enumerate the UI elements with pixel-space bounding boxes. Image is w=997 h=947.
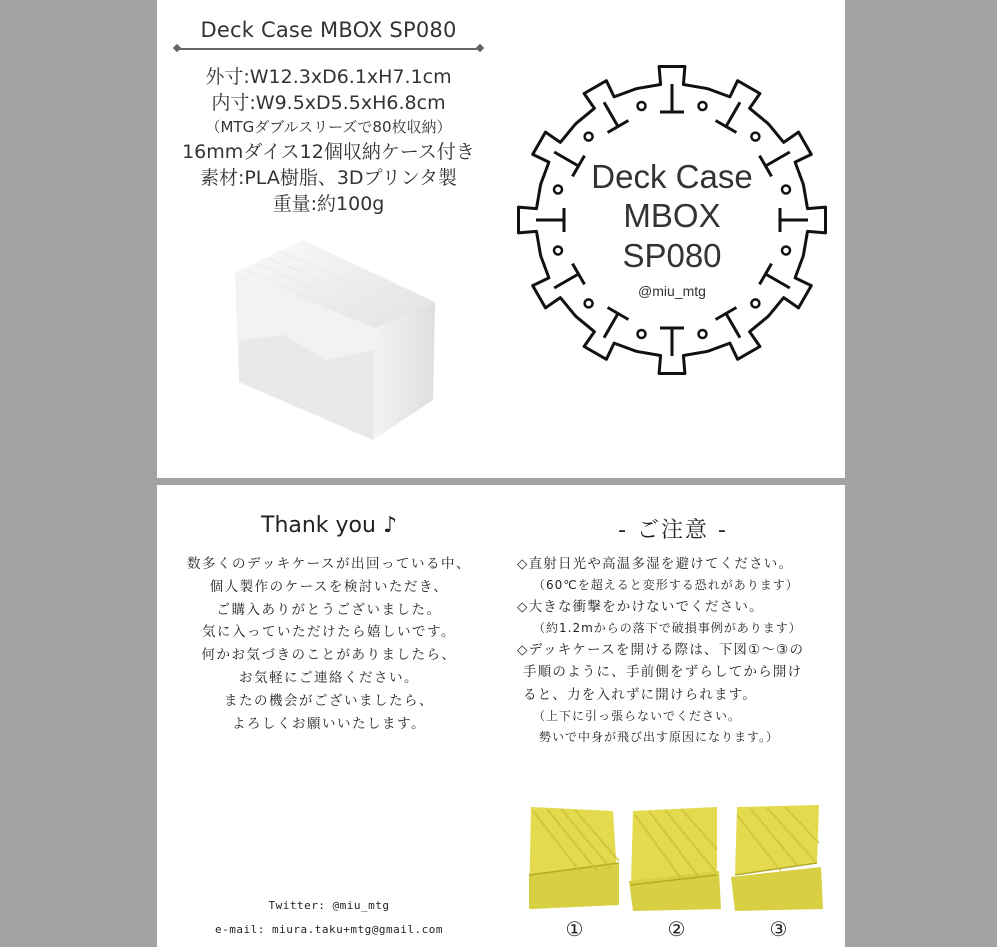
title-underline bbox=[177, 48, 480, 50]
thanks-line: 数多くのデッキケースが出回っている中、 bbox=[186, 556, 472, 572]
spec-weight: 重量:約100g bbox=[272, 193, 385, 215]
gear-hole bbox=[699, 102, 707, 110]
gear-hole bbox=[638, 330, 646, 338]
spec-inner-dimensions: 内寸:W9.5xD5.5xH6.8cm bbox=[211, 92, 446, 114]
step-1-photo bbox=[527, 805, 622, 913]
caution-sunlight: ◇直射日光や高温多湿を避けてください。 bbox=[517, 556, 794, 572]
deck-box-photo bbox=[235, 240, 440, 445]
thanks-line: よろしくお願いいたします。 bbox=[232, 715, 426, 732]
spec-material: 素材:PLA樹脂、3Dプリンタ製 bbox=[199, 167, 458, 189]
logo-line-mbox: MBOX bbox=[623, 197, 721, 234]
logo-line-model: SP080 bbox=[622, 237, 722, 274]
gear-spoke bbox=[604, 314, 618, 338]
step-1-label: ① bbox=[565, 917, 584, 941]
logo-line-deck-case: Deck Case bbox=[591, 158, 753, 195]
spec-capacity: （MTGダブルスリーズで80枚収納） bbox=[205, 118, 452, 136]
caution-impact-note: （約1.2mからの落下で破損事例があります） bbox=[533, 621, 802, 636]
caution-heading: - ご注意 - bbox=[618, 518, 728, 543]
twitter-contact: Twitter: @miu_mtg bbox=[268, 899, 390, 912]
gear-spoke-bar bbox=[608, 121, 629, 133]
gear-hole bbox=[638, 102, 646, 110]
thanks-line: 気に入っていただけたら嬉しいです。 bbox=[202, 624, 456, 641]
gear-spoke-bar bbox=[608, 308, 629, 320]
back-panel bbox=[157, 485, 845, 947]
gear-spoke-bar bbox=[716, 308, 737, 320]
caution-opening-line3: ると、力を入れずに開けられます。 bbox=[523, 686, 758, 703]
gear-spoke bbox=[726, 314, 740, 338]
product-title: Deck Case MBOX SP080 bbox=[200, 18, 457, 42]
gear-hole bbox=[585, 299, 593, 307]
caution-sunlight-note: （60℃を超えると変形する恐れがあります） bbox=[533, 578, 799, 593]
thanks-heading: Thank you ♪ bbox=[261, 513, 397, 538]
step-2-photo bbox=[629, 805, 724, 913]
caution-impact: ◇大きな衝撃をかけないでください。 bbox=[517, 599, 764, 615]
thanks-line: 個人製作のケースを検討いただき、 bbox=[209, 578, 449, 595]
gear-hole bbox=[699, 330, 707, 338]
email-contact: e-mail: miura.taku+mtg@gmail.com bbox=[215, 923, 443, 936]
caution-opening-line2: 手順のように、手前側をずらしてから開け bbox=[523, 664, 803, 681]
step-3-label: ③ bbox=[769, 917, 788, 941]
caution-opening-note: （上下に引っ張らないでください。 bbox=[533, 709, 742, 724]
caution-opening: ◇デッキケースを開ける際は、下図①～③の bbox=[517, 642, 805, 658]
spec-dice-case: 16mmダイス12個収納ケース付き bbox=[182, 141, 475, 163]
thanks-line: またの機会がございましたら、 bbox=[224, 692, 434, 709]
gear-hole bbox=[585, 133, 593, 141]
caution-list bbox=[517, 553, 837, 747]
gear-spoke-bar bbox=[716, 121, 737, 133]
gear-hole bbox=[751, 133, 759, 141]
gear-hole bbox=[751, 299, 759, 307]
gear-spoke bbox=[604, 102, 618, 126]
thanks-line: お気軽にご連絡ください。 bbox=[239, 669, 419, 686]
spec-list bbox=[157, 64, 500, 217]
step-2-label: ② bbox=[667, 917, 686, 941]
thanks-line: ご購入ありがとうございました。 bbox=[216, 601, 442, 618]
caution-opening-note2: 勢いで中身が飛び出す原因になります。） bbox=[539, 729, 780, 744]
thanks-line: 何かお気づきのことがありましたら、 bbox=[201, 647, 457, 664]
thanks-message bbox=[157, 553, 501, 735]
spec-outer-dimensions: 外寸:W12.3xD6.1xH7.1cm bbox=[205, 66, 452, 88]
gear-spoke bbox=[726, 102, 740, 126]
logo-handle: @miu_mtg bbox=[638, 283, 706, 299]
step-3-photo bbox=[731, 805, 826, 913]
front-panel bbox=[157, 0, 845, 478]
